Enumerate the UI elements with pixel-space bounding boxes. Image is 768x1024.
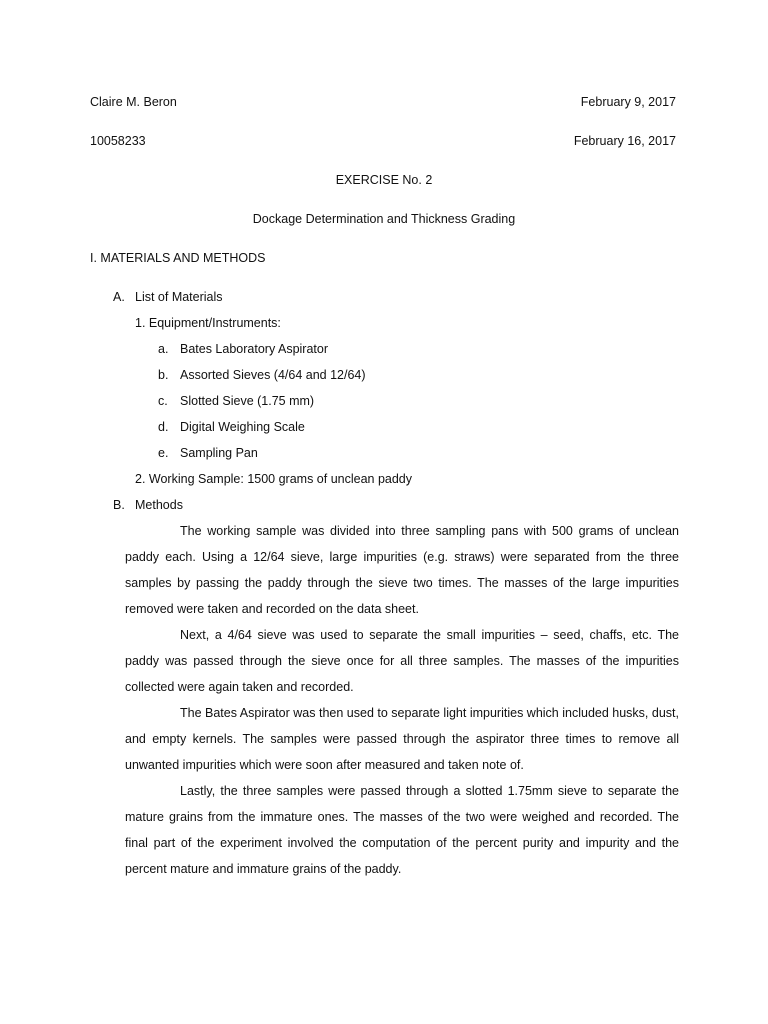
date-start: February 9, 2017 <box>580 95 676 109</box>
methods-label: Methods <box>135 498 183 512</box>
equipment-item: Slotted Sieve (1.75 mm) <box>180 394 315 408</box>
exercise-title: Dockage Determination and Thickness Grading <box>252 212 516 226</box>
list-of-materials-label: List of Materials <box>135 290 223 304</box>
methods-paragraph: The working sample was divided into three sampling pans with 500 grams of unclean paddy each. Using a 12/64 sieve, large impurities (e.g. straws) were separated from the three samples by passing the paddy through the sieve two times. The masses of the large impurities removed were taken and recorded on the data sheet. <box>125 524 679 616</box>
section-heading: I. MATERIALS AND METHODS <box>90 251 266 265</box>
methods-paragraph: The Bates Aspirator was then used to separate light impurities which included husks, dust, and empty kernels. The samples were passed through the aspirator three times to remove all unwanted impurities which were soon after measured and taken note of. <box>125 706 679 772</box>
equipment-marker: c. <box>158 394 168 408</box>
equipment-item: Digital Weighing Scale <box>180 420 305 434</box>
student-id: 10058233 <box>90 134 146 148</box>
equipment-marker: b. <box>158 368 169 382</box>
author-name: Claire M. Beron <box>90 95 177 109</box>
methods-paragraph: Lastly, the three samples were passed through a slotted 1.75mm sieve to separate the mature grains from the immature ones. The masses of the two were weighed and recorded. The final part of the experiment involved the computation of the percent purity and impurity and the percent mature and immature grains of the paddy. <box>125 784 679 876</box>
working-sample: 2. Working Sample: 1500 grams of unclean paddy <box>135 472 413 486</box>
list-marker-a: A. <box>113 290 125 304</box>
date-end: February 16, 2017 <box>573 134 676 148</box>
equipment-marker: d. <box>158 420 169 434</box>
exercise-number: EXERCISE No. 2 <box>335 173 433 187</box>
equipment-item: Bates Laboratory Aspirator <box>180 342 328 356</box>
methods-paragraph: Next, a 4/64 sieve was used to separate the small impurities – seed, chaffs, etc. The paddy was passed through the sieve once for all three samples. The masses of the impurities collected were again taken and recorded. <box>125 628 679 694</box>
list-marker-b: B. <box>113 498 125 512</box>
equipment-item: Sampling Pan <box>180 446 258 460</box>
equipment-marker: e. <box>158 446 169 460</box>
equipment-heading: 1. Equipment/Instruments: <box>135 316 281 330</box>
equipment-item: Assorted Sieves (4/64 and 12/64) <box>180 368 366 382</box>
equipment-marker: a. <box>158 342 169 356</box>
